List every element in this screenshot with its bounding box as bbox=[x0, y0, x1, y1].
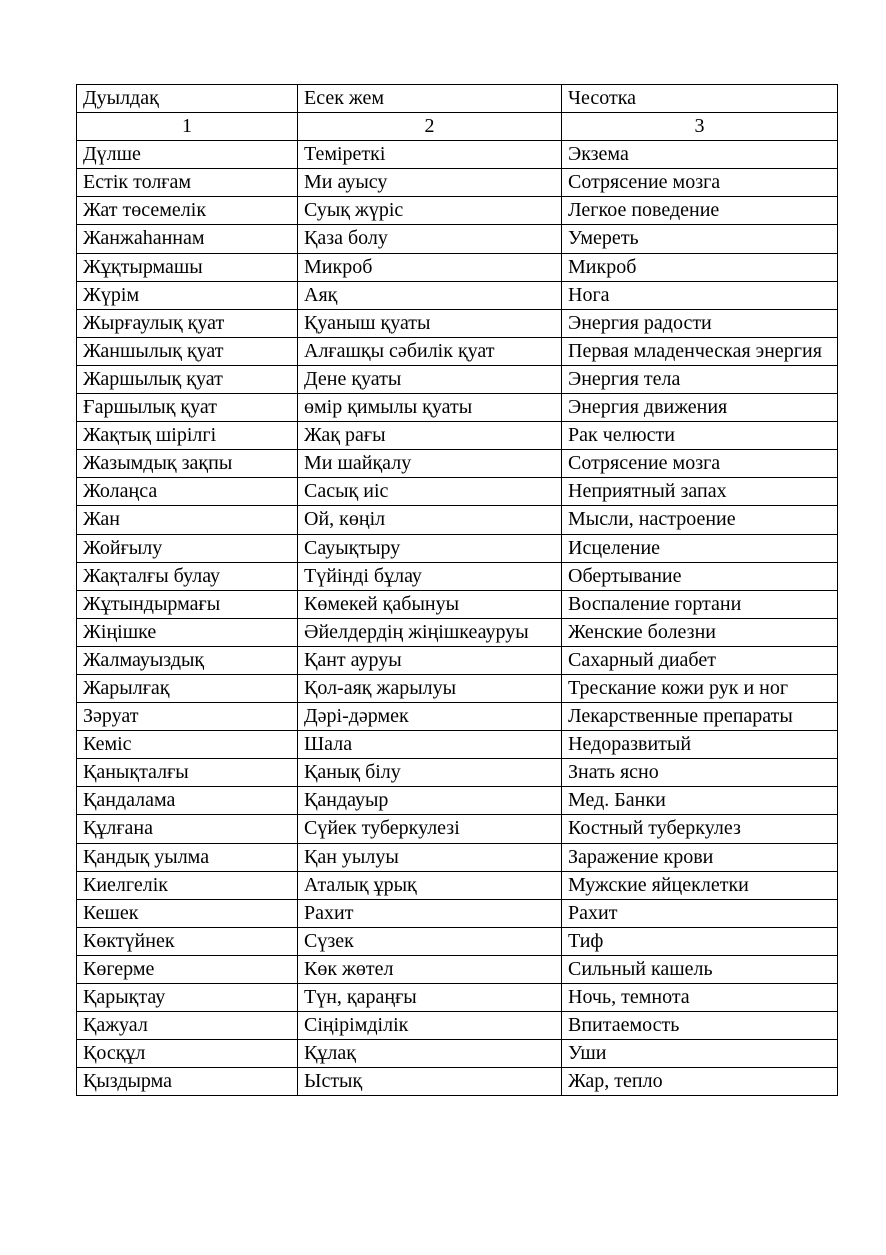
kazakh-meaning-cell: Әйелдердің жіңішкеауруы bbox=[298, 618, 562, 646]
kazakh-meaning-cell: Қол-аяқ жарылуы bbox=[298, 674, 562, 702]
term-cell: Жойғылу bbox=[77, 534, 298, 562]
header-cell-kazakh: Дуылдақ bbox=[77, 85, 298, 113]
table-row bbox=[77, 787, 838, 815]
kazakh-meaning-cell: Рахит bbox=[298, 899, 562, 927]
term-cell: Зәруат bbox=[77, 703, 298, 731]
kazakh-meaning-cell: Дәрі-дәрмек bbox=[298, 703, 562, 731]
kazakh-meaning-cell: Микроб bbox=[298, 253, 562, 281]
kazakh-meaning-cell: Көк жөтел bbox=[298, 955, 562, 983]
russian-translation-cell: Рак челюсти bbox=[562, 422, 838, 450]
kazakh-meaning-cell: Аяқ bbox=[298, 281, 562, 309]
term-cell: Естік толғам bbox=[77, 169, 298, 197]
russian-translation-cell: Мед. Банки bbox=[562, 787, 838, 815]
term-cell: Жалмауыздық bbox=[77, 646, 298, 674]
russian-translation-cell: Рахит bbox=[562, 899, 838, 927]
table-row bbox=[77, 225, 838, 253]
table-row bbox=[77, 422, 838, 450]
term-cell: Қандалама bbox=[77, 787, 298, 815]
table-row bbox=[77, 562, 838, 590]
table-row bbox=[77, 759, 838, 787]
table-row bbox=[77, 843, 838, 871]
russian-translation-cell: Мысли, настроение bbox=[562, 506, 838, 534]
table-row bbox=[77, 506, 838, 534]
term-cell: Қарықтау bbox=[77, 984, 298, 1012]
term-cell: Жақталғы булау bbox=[77, 562, 298, 590]
column-number-1: 1 bbox=[77, 113, 298, 141]
kazakh-meaning-cell: Түйінді бұлау bbox=[298, 562, 562, 590]
russian-translation-cell: Энергия радости bbox=[562, 309, 838, 337]
russian-translation-cell: Нога bbox=[562, 281, 838, 309]
table-row bbox=[77, 365, 838, 393]
kazakh-meaning-cell: Қанық білу bbox=[298, 759, 562, 787]
table-row bbox=[77, 955, 838, 983]
term-cell: Құлғана bbox=[77, 815, 298, 843]
term-cell: Жан bbox=[77, 506, 298, 534]
russian-translation-cell: Сотрясение мозга bbox=[562, 169, 838, 197]
table-row bbox=[77, 815, 838, 843]
kazakh-meaning-cell: Сіңірімділік bbox=[298, 1012, 562, 1040]
table-row bbox=[77, 197, 838, 225]
term-cell: Кешек bbox=[77, 899, 298, 927]
table-row bbox=[77, 337, 838, 365]
russian-translation-cell: Лекарственные препараты bbox=[562, 703, 838, 731]
table-row bbox=[77, 590, 838, 618]
russian-translation-cell: Недоразвитый bbox=[562, 731, 838, 759]
table-row bbox=[77, 169, 838, 197]
russian-translation-cell: Костный туберкулез bbox=[562, 815, 838, 843]
table-row bbox=[77, 141, 838, 169]
column-number-3: 3 bbox=[562, 113, 838, 141]
term-cell: Жіңішке bbox=[77, 618, 298, 646]
term-cell: Жарылғақ bbox=[77, 674, 298, 702]
kazakh-meaning-cell: Дене қуаты bbox=[298, 365, 562, 393]
table-row bbox=[77, 281, 838, 309]
russian-translation-cell: Заражение крови bbox=[562, 843, 838, 871]
column-number-2: 2 bbox=[298, 113, 562, 141]
kazakh-meaning-cell: Құлақ bbox=[298, 1040, 562, 1068]
kazakh-meaning-cell: Ми шайқалу bbox=[298, 450, 562, 478]
table-row bbox=[77, 674, 838, 702]
kazakh-meaning-cell: Сауықтыру bbox=[298, 534, 562, 562]
russian-translation-cell: Трескание кожи рук и ног bbox=[562, 674, 838, 702]
table-row bbox=[77, 731, 838, 759]
russian-translation-cell: Исцеление bbox=[562, 534, 838, 562]
term-cell: Киелгелік bbox=[77, 871, 298, 899]
table-row bbox=[77, 703, 838, 731]
term-cell: Жолаңса bbox=[77, 478, 298, 506]
russian-translation-cell: Сильный кашель bbox=[562, 955, 838, 983]
column-number-row bbox=[77, 113, 838, 141]
header-cell-meaning: Есек жем bbox=[298, 85, 562, 113]
kazakh-meaning-cell: Сүзек bbox=[298, 927, 562, 955]
header-cell-russian: Чесотка bbox=[562, 85, 838, 113]
term-cell: Жұқтырмашы bbox=[77, 253, 298, 281]
term-cell: Қажуал bbox=[77, 1012, 298, 1040]
term-cell: Жақтық шірілгі bbox=[77, 422, 298, 450]
term-cell: Қыздырма bbox=[77, 1068, 298, 1096]
kazakh-meaning-cell: Алғашқы сәбилік қуат bbox=[298, 337, 562, 365]
russian-translation-cell: Впитаемость bbox=[562, 1012, 838, 1040]
kazakh-meaning-cell: Қант ауруы bbox=[298, 646, 562, 674]
kazakh-meaning-cell: Қуаныш қуаты bbox=[298, 309, 562, 337]
kazakh-meaning-cell: Ыстық bbox=[298, 1068, 562, 1096]
term-cell: Жат төсемелік bbox=[77, 197, 298, 225]
russian-translation-cell: Знать ясно bbox=[562, 759, 838, 787]
term-cell: Дүлше bbox=[77, 141, 298, 169]
term-cell: Жұтындырмағы bbox=[77, 590, 298, 618]
term-cell: Жаршылық қуат bbox=[77, 365, 298, 393]
kazakh-meaning-cell: Сүйек туберкулезі bbox=[298, 815, 562, 843]
kazakh-meaning-cell: Сасық иіс bbox=[298, 478, 562, 506]
term-cell: Жанжаһаннам bbox=[77, 225, 298, 253]
glossary-body bbox=[77, 85, 838, 1096]
table-row bbox=[77, 871, 838, 899]
russian-translation-cell: Уши bbox=[562, 1040, 838, 1068]
kazakh-meaning-cell: Қандауыр bbox=[298, 787, 562, 815]
table-row bbox=[77, 1012, 838, 1040]
glossary-table bbox=[76, 84, 838, 1096]
table-row bbox=[77, 618, 838, 646]
table-header-row bbox=[77, 85, 838, 113]
russian-translation-cell: Экзема bbox=[562, 141, 838, 169]
table-row bbox=[77, 309, 838, 337]
term-cell: Көктүйнек bbox=[77, 927, 298, 955]
russian-translation-cell: Первая младенческая энергия bbox=[562, 337, 838, 365]
table-row bbox=[77, 646, 838, 674]
table-row bbox=[77, 984, 838, 1012]
russian-translation-cell: Мужские яйцеклетки bbox=[562, 871, 838, 899]
kazakh-meaning-cell: Аталық ұрық bbox=[298, 871, 562, 899]
russian-translation-cell: Ночь, темнота bbox=[562, 984, 838, 1012]
table-row bbox=[77, 534, 838, 562]
table-row bbox=[77, 394, 838, 422]
russian-translation-cell: Умереть bbox=[562, 225, 838, 253]
kazakh-meaning-cell: Ми ауысу bbox=[298, 169, 562, 197]
russian-translation-cell: Тиф bbox=[562, 927, 838, 955]
term-cell: Жаншылық қуат bbox=[77, 337, 298, 365]
kazakh-meaning-cell: өмір қимылы қуаты bbox=[298, 394, 562, 422]
kazakh-meaning-cell: Суық жүріс bbox=[298, 197, 562, 225]
kazakh-meaning-cell: Қан уылуы bbox=[298, 843, 562, 871]
term-cell: Ғаршылық қуат bbox=[77, 394, 298, 422]
russian-translation-cell: Неприятный запах bbox=[562, 478, 838, 506]
russian-translation-cell: Сахарный диабет bbox=[562, 646, 838, 674]
term-cell: Қанықталғы bbox=[77, 759, 298, 787]
table-row bbox=[77, 478, 838, 506]
russian-translation-cell: Сотрясение мозга bbox=[562, 450, 838, 478]
term-cell: Қосқұл bbox=[77, 1040, 298, 1068]
kazakh-meaning-cell: Шала bbox=[298, 731, 562, 759]
table-row bbox=[77, 1040, 838, 1068]
kazakh-meaning-cell: Теміреткі bbox=[298, 141, 562, 169]
table-row bbox=[77, 450, 838, 478]
russian-translation-cell: Энергия тела bbox=[562, 365, 838, 393]
russian-translation-cell: Микроб bbox=[562, 253, 838, 281]
russian-translation-cell: Жар, тепло bbox=[562, 1068, 838, 1096]
russian-translation-cell: Энергия движения bbox=[562, 394, 838, 422]
term-cell: Қандық уылма bbox=[77, 843, 298, 871]
term-cell: Жырғаулық қуат bbox=[77, 309, 298, 337]
term-cell: Жазымдық зақпы bbox=[77, 450, 298, 478]
table-row bbox=[77, 1068, 838, 1096]
term-cell: Көгерме bbox=[77, 955, 298, 983]
russian-translation-cell: Женские болезни bbox=[562, 618, 838, 646]
term-cell: Кеміс bbox=[77, 731, 298, 759]
russian-translation-cell: Воспаление гортани bbox=[562, 590, 838, 618]
table-row bbox=[77, 899, 838, 927]
russian-translation-cell: Обертывание bbox=[562, 562, 838, 590]
kazakh-meaning-cell: Қаза болу bbox=[298, 225, 562, 253]
term-cell: Жүрім bbox=[77, 281, 298, 309]
russian-translation-cell: Легкое поведение bbox=[562, 197, 838, 225]
kazakh-meaning-cell: Көмекей қабынуы bbox=[298, 590, 562, 618]
kazakh-meaning-cell: Жақ рағы bbox=[298, 422, 562, 450]
kazakh-meaning-cell: Түн, қараңғы bbox=[298, 984, 562, 1012]
table-row bbox=[77, 253, 838, 281]
kazakh-meaning-cell: Ой, көңіл bbox=[298, 506, 562, 534]
table-row bbox=[77, 927, 838, 955]
